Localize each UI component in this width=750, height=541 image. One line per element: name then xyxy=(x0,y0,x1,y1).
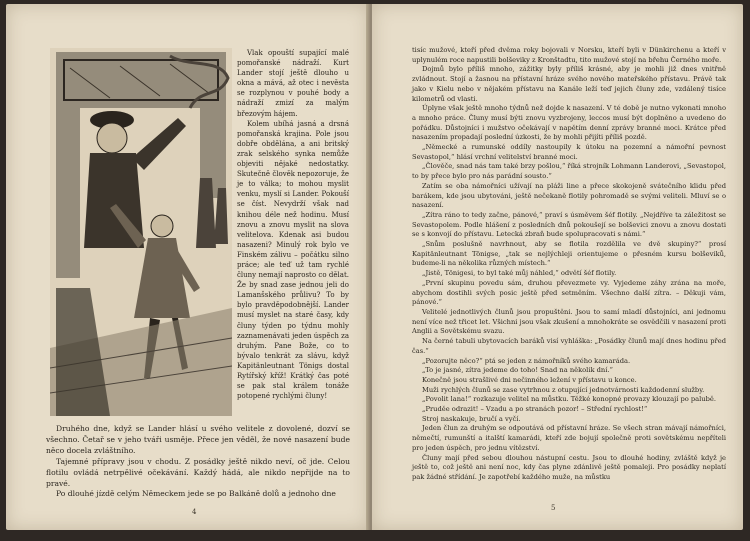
illustration-sailor-woman-train xyxy=(50,48,232,416)
paragraph: „První skupinu povedu sám, druhou převezmete vy. Vyjedeme záhy zrána na moře, abychom dostihli svých posic ještě před setměním. Všechno další zítra. – Děkuji vám, pánové.“ xyxy=(412,278,726,307)
paragraph: „Povolit lana!“ rozkazuje velitel na můstku. Těžké konopné provazy klouzají po palubě. xyxy=(422,395,716,404)
paragraph: „Pozorujte něco?“ ptá se jeden z námořníků svého kamaráda. xyxy=(422,356,631,365)
paragraph: Tajemné přípravy jsou v chodu. Z posádky ještě nikdo neví, oč jde. Celou flotilu ovládá netrpělivé očekávání. Každý hádá, ale nikdo nepřijde na to pravé. xyxy=(46,456,350,488)
page-number: 5 xyxy=(551,504,556,512)
paragraph: Čluny mají před sebou dlouhou nástupní cestu. Jsou to dlouhé hodiny, zvláště když je ještě to, což ještě ani není noc, kdy čas plyne zdánlivě ještě pomaleji. Pro posádky neplatí pak žádné střídání. Je zapotřebí každého muže, na můstku xyxy=(412,453,726,481)
paragraph: Dojmů bylo příliš mnoho, zážitky byly příliš krásné, aby je mohli již dnes vnitřně zvládnout. Stojí a žasnou na přístavní hráze svého nového mateřského přístavu. Právě tak jako v Kielu nebo v nějakém přístavu na Kanále leží teď jejich čluny zde, vzdálený tisíce kilometrů od vlasti. xyxy=(412,65,726,103)
paragraph: Velitelé jednotlivých člunů jsou propuštěni. Jsou to samí mladí důstojníci, ani jednomu není více než třicet let. Všichni jsou však zkušení a mnohokráte se osvědčili v nasazení proti Anglii a Sovětskému svazu. xyxy=(412,307,726,336)
narrow-column-text xyxy=(237,48,349,401)
paragraph: „Německé a rumunské oddíly nastoupily k útoku na pozemní a námořní pevnost Sevastopol,“ hlásí vrchní velitelství branné moci. xyxy=(412,143,726,161)
paragraph: „Pruděe odrazit! – Vzadu a po stranách pozor! – Střední rychlost!“ xyxy=(422,405,648,414)
left-page xyxy=(6,4,369,530)
paragraph: Jeden člun za druhým se odpoutává od přístavní hráze. Se všech stran mávají námořníci, němečtí, rumunští a italští kamarádi, kteří zde bojují společně proti sovětskému nepříteli pro jeden úspěch, pro jednu vítězství. xyxy=(412,424,726,452)
page-number: 4 xyxy=(192,508,197,516)
full-width-text xyxy=(46,424,350,500)
right-page-text xyxy=(412,46,726,483)
paragraph: Úplyne však ještě mnoho týdnů než dojde k nasazení. V té době je nutno vykonati mnoho a mnoho práce. Čluny musí býti znovu vyzbrojeny, leccos musí být doplněno a uvedeno do pořádku. Důstojníci i mužstvo očekávají v napětím denní zprávy branné moci. Krátce před nasazením propadají poslední úzkosti, že by mohli přijíti příliš pozdě. xyxy=(412,104,726,142)
paragraph: Vlak opouští supající malé pomořanské nádraží. Kurt Lander stojí ještě dlouho u okna a mává, až otec i nevěsta se rozplynou v pouhé body a nádraží zmizí za malým březovým hájem. xyxy=(237,49,349,118)
paragraph: tisíc mužové, kteří před dvěma roky bojovali v Norsku, kteří byli v Dünkirchenu a kteří v uplynulém roce napustili bolševiky z Kronštadtu, tito mužové stojí na břehu Černého moře. xyxy=(412,46,726,64)
paragraph: Zatím se oba námořníci užívají na pláži line a přece skokojeně svátečního klidu před barákem, kde jsou ubytováni, ještě nečekaně flotily pohromadě se svými veliteli. Mluví se o nasazení. xyxy=(412,181,726,210)
paragraph: „Člověče, snad nás tam také brzy pošlou,“ říká strojník Lohmann Landerovi, „Sevastopol, to by přece bylo pro nás parádní sousto.“ xyxy=(412,162,726,181)
paragraph: „Zítra ráno to tedy začne, pánové,“ praví s úsměvem šéf flotily. „Nejdříve ta záležitost se Sevastopolem. Podle hlášení z posledních dnů pokoušejí se bolševici znovu a znovu dostati se s konvojí do přístavu. Letecká zbraň bude spolupracovati s námi.“ xyxy=(412,210,726,239)
paragraph: „Jistě, Tönigesi, to byl také můj náhled,“ odvětí šéf flotily. xyxy=(422,269,617,278)
right-page xyxy=(372,4,743,530)
paragraph: Na černé tabuli ubytovacích baráků visí vyhláška: „Posádky člunů mají dnes hodinu před čas.“ xyxy=(412,337,726,355)
paragraph: „Snům poslušně navrhnout, aby se flotila rozdělila ve dvě skupiny?“ prosí Kapitänleutnant Tönigse, „tak se nejlýchleji orientujeme o přesném kursu bolševiků, budeme-li na několika různých místech.“ xyxy=(412,240,726,268)
paragraph: Konečně jsou strašlivé dni nečinného ležení v přístavu u konce. xyxy=(422,375,637,384)
paragraph: Stroj naskakuje, bručí a vyčí. xyxy=(422,414,521,423)
paragraph: Druhého dne, když se Lander hlásí u svého velitele z dovolené, dozví se všechno. Četař se v jeho tváři usměje. Přece jen věděl, že nové nasazení bude něco docela zvláštního. xyxy=(46,424,350,455)
paragraph: „To je jasné, zítra jedeme do toho! Snad na několik dní.“ xyxy=(422,366,613,375)
paragraph: Kolem ubíhá jasná a drsná pomořanská krajina. Pole jsou dobře obdělána, a ani britský zrak selského synka nemůže objeviti nějaké nedostatky. Skutečně člověk nepozoruje, že je to válka; to mohou myslit venku, myslí si Lander. Pokouší se číst. Nevydrží však nad knihou déle než hodinu. Musí znovu a znovu myslit na slova velitelova. Kdenak asi budou nasazeni? Minulý rok bylo ve Finském zálivu – počátku silno práce; ale teď už tam rychlé čluny nemají naprosto co dělat. Že by snad zase jednou jeli do Lamanšského průlivu? To by bylo pravděpodobnější. Lander musí myslet na staré časy, kdy čluny týden po týdnu mohly zaznamenávati jeden úspěch za druhým. Pane Bože, co to bývalo tenkrát za slávu, když Kapitänleutnant Tönigs dostal Rytířský kříž! Krátký čas poté se pak stal králem tonáže potopené rychlými čluny! xyxy=(237,119,350,401)
paragraph: Muži rychlých člunů se zase vytrhnou z otupující jednotvárnosti každodenní služby. xyxy=(422,385,705,394)
paragraph: Po dlouhé jízdě celým Německem jede se po Balkáně dolů a jednoho dne xyxy=(56,489,336,499)
